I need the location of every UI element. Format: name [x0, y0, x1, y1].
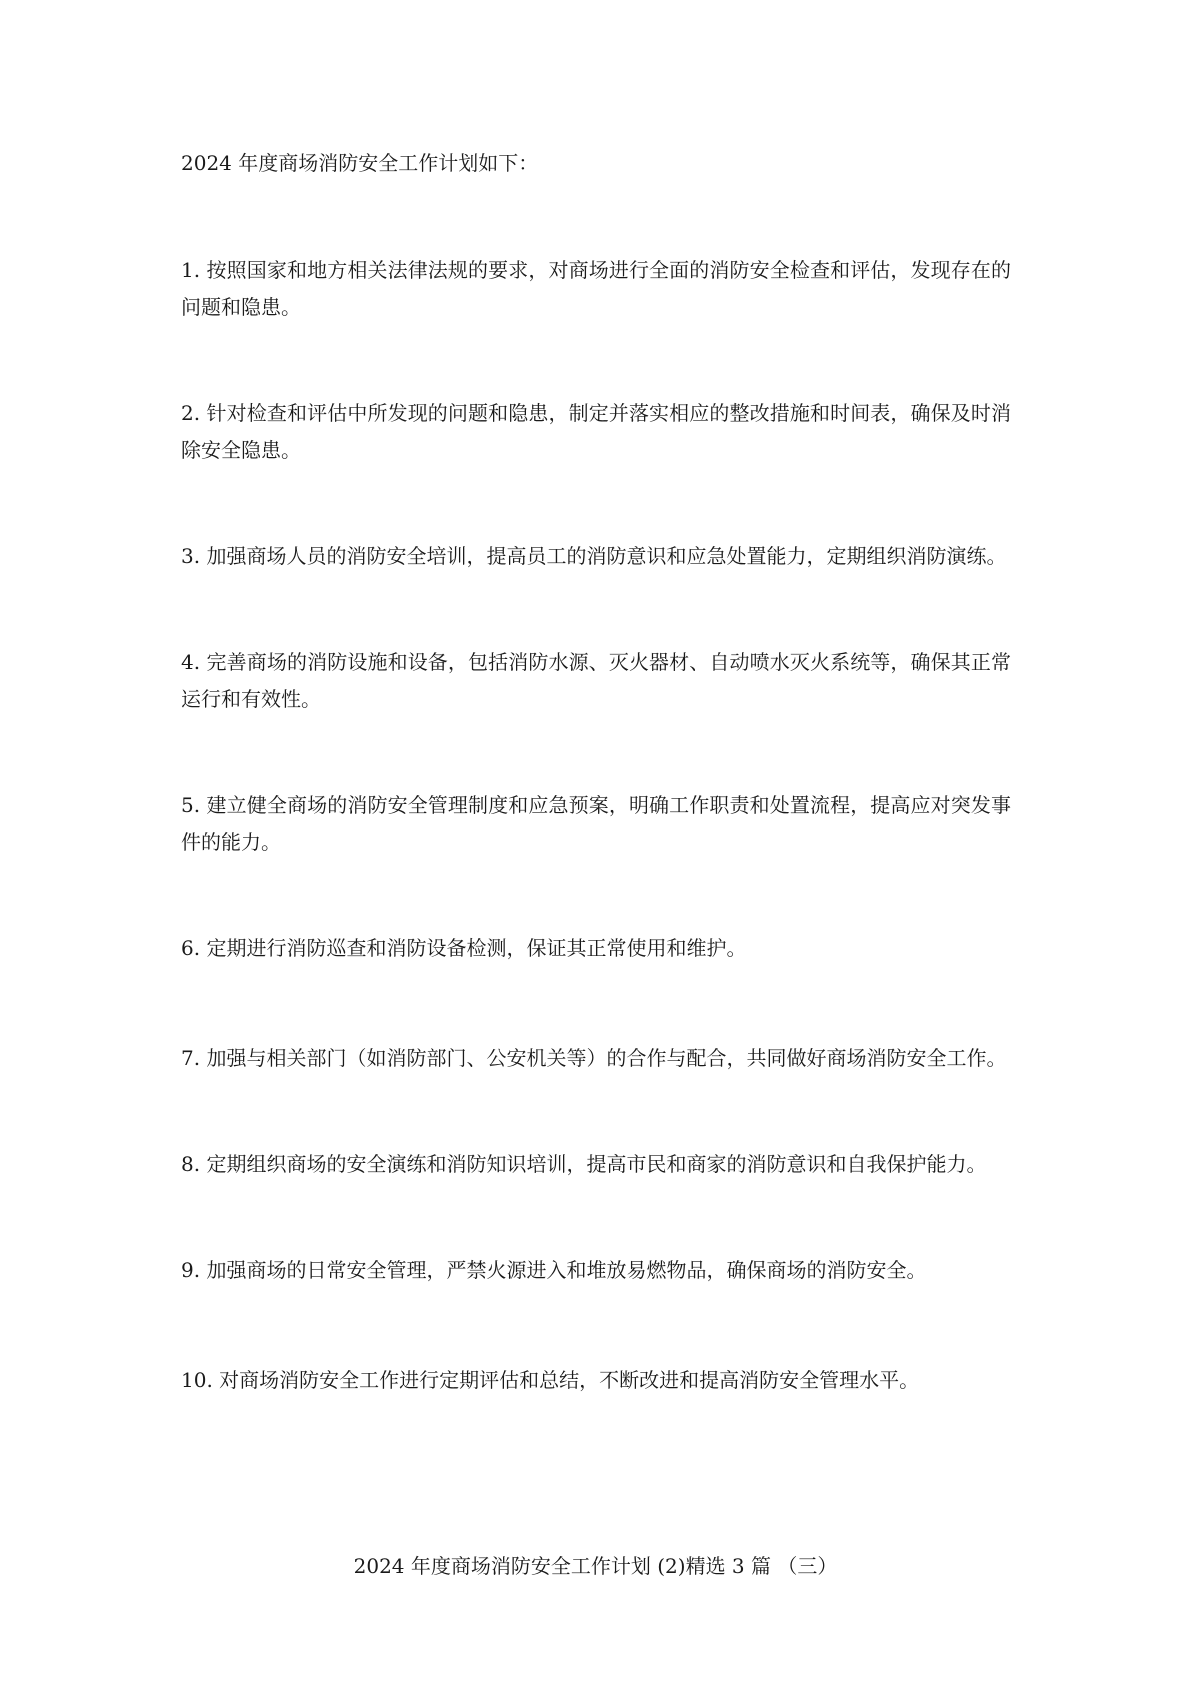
plan-item-8: 8. 定期组织商场的安全演练和消防知识培训，提高市民和商家的消防意识和自我保护能力。: [181, 1152, 987, 1176]
plan-item-6: 6. 定期进行消防巡查和消防设备检测，保证其正常使用和维护。: [181, 936, 747, 960]
plan-item-4: 4. 完善商场的消防设施和设备，包括消防水源、灭火器材、自动喷水灭火系统等，确保其正常运行和有效性。: [181, 650, 1011, 711]
plan-item-9: 9. 加强商场的日常安全管理，严禁火源进入和堆放易燃物品，确保商场的消防安全。: [181, 1258, 927, 1282]
plan-item-1: 1. 按照国家和地方相关法律法规的要求，对商场进行全面的消防安全检查和评估，发现存在的问题和隐患。: [181, 258, 1011, 319]
plan-item-list: [181, 252, 1011, 1472]
plan-item-5: 5. 建立健全商场的消防安全管理制度和应急预案，明确工作职责和处置流程，提高应对突发事件的能力。: [181, 793, 1011, 854]
next-section-title: 2024 年度商场消防安全工作计划 (2)精选 3 篇 （三）: [353, 1554, 838, 1578]
plan-item-2: 2. 针对检查和评估中所发现的问题和隐患，制定并落实相应的整改措施和时间表，确保及时消除安全隐患。: [181, 401, 1011, 462]
plan-item-3: 3. 加强商场人员的消防安全培训，提高员工的消防意识和应急处置能力，定期组织消防演练。: [181, 544, 1007, 568]
plan-item-7: 7. 加强与相关部门（如消防部门、公安机关等）的合作与配合，共同做好商场消防安全工作。: [181, 1046, 1007, 1070]
intro-paragraph: 2024 年度商场消防安全工作计划如下：: [181, 151, 539, 175]
plan-item-10: 10. 对商场消防安全工作进行定期评估和总结，不断改进和提高消防安全管理水平。: [181, 1368, 920, 1392]
